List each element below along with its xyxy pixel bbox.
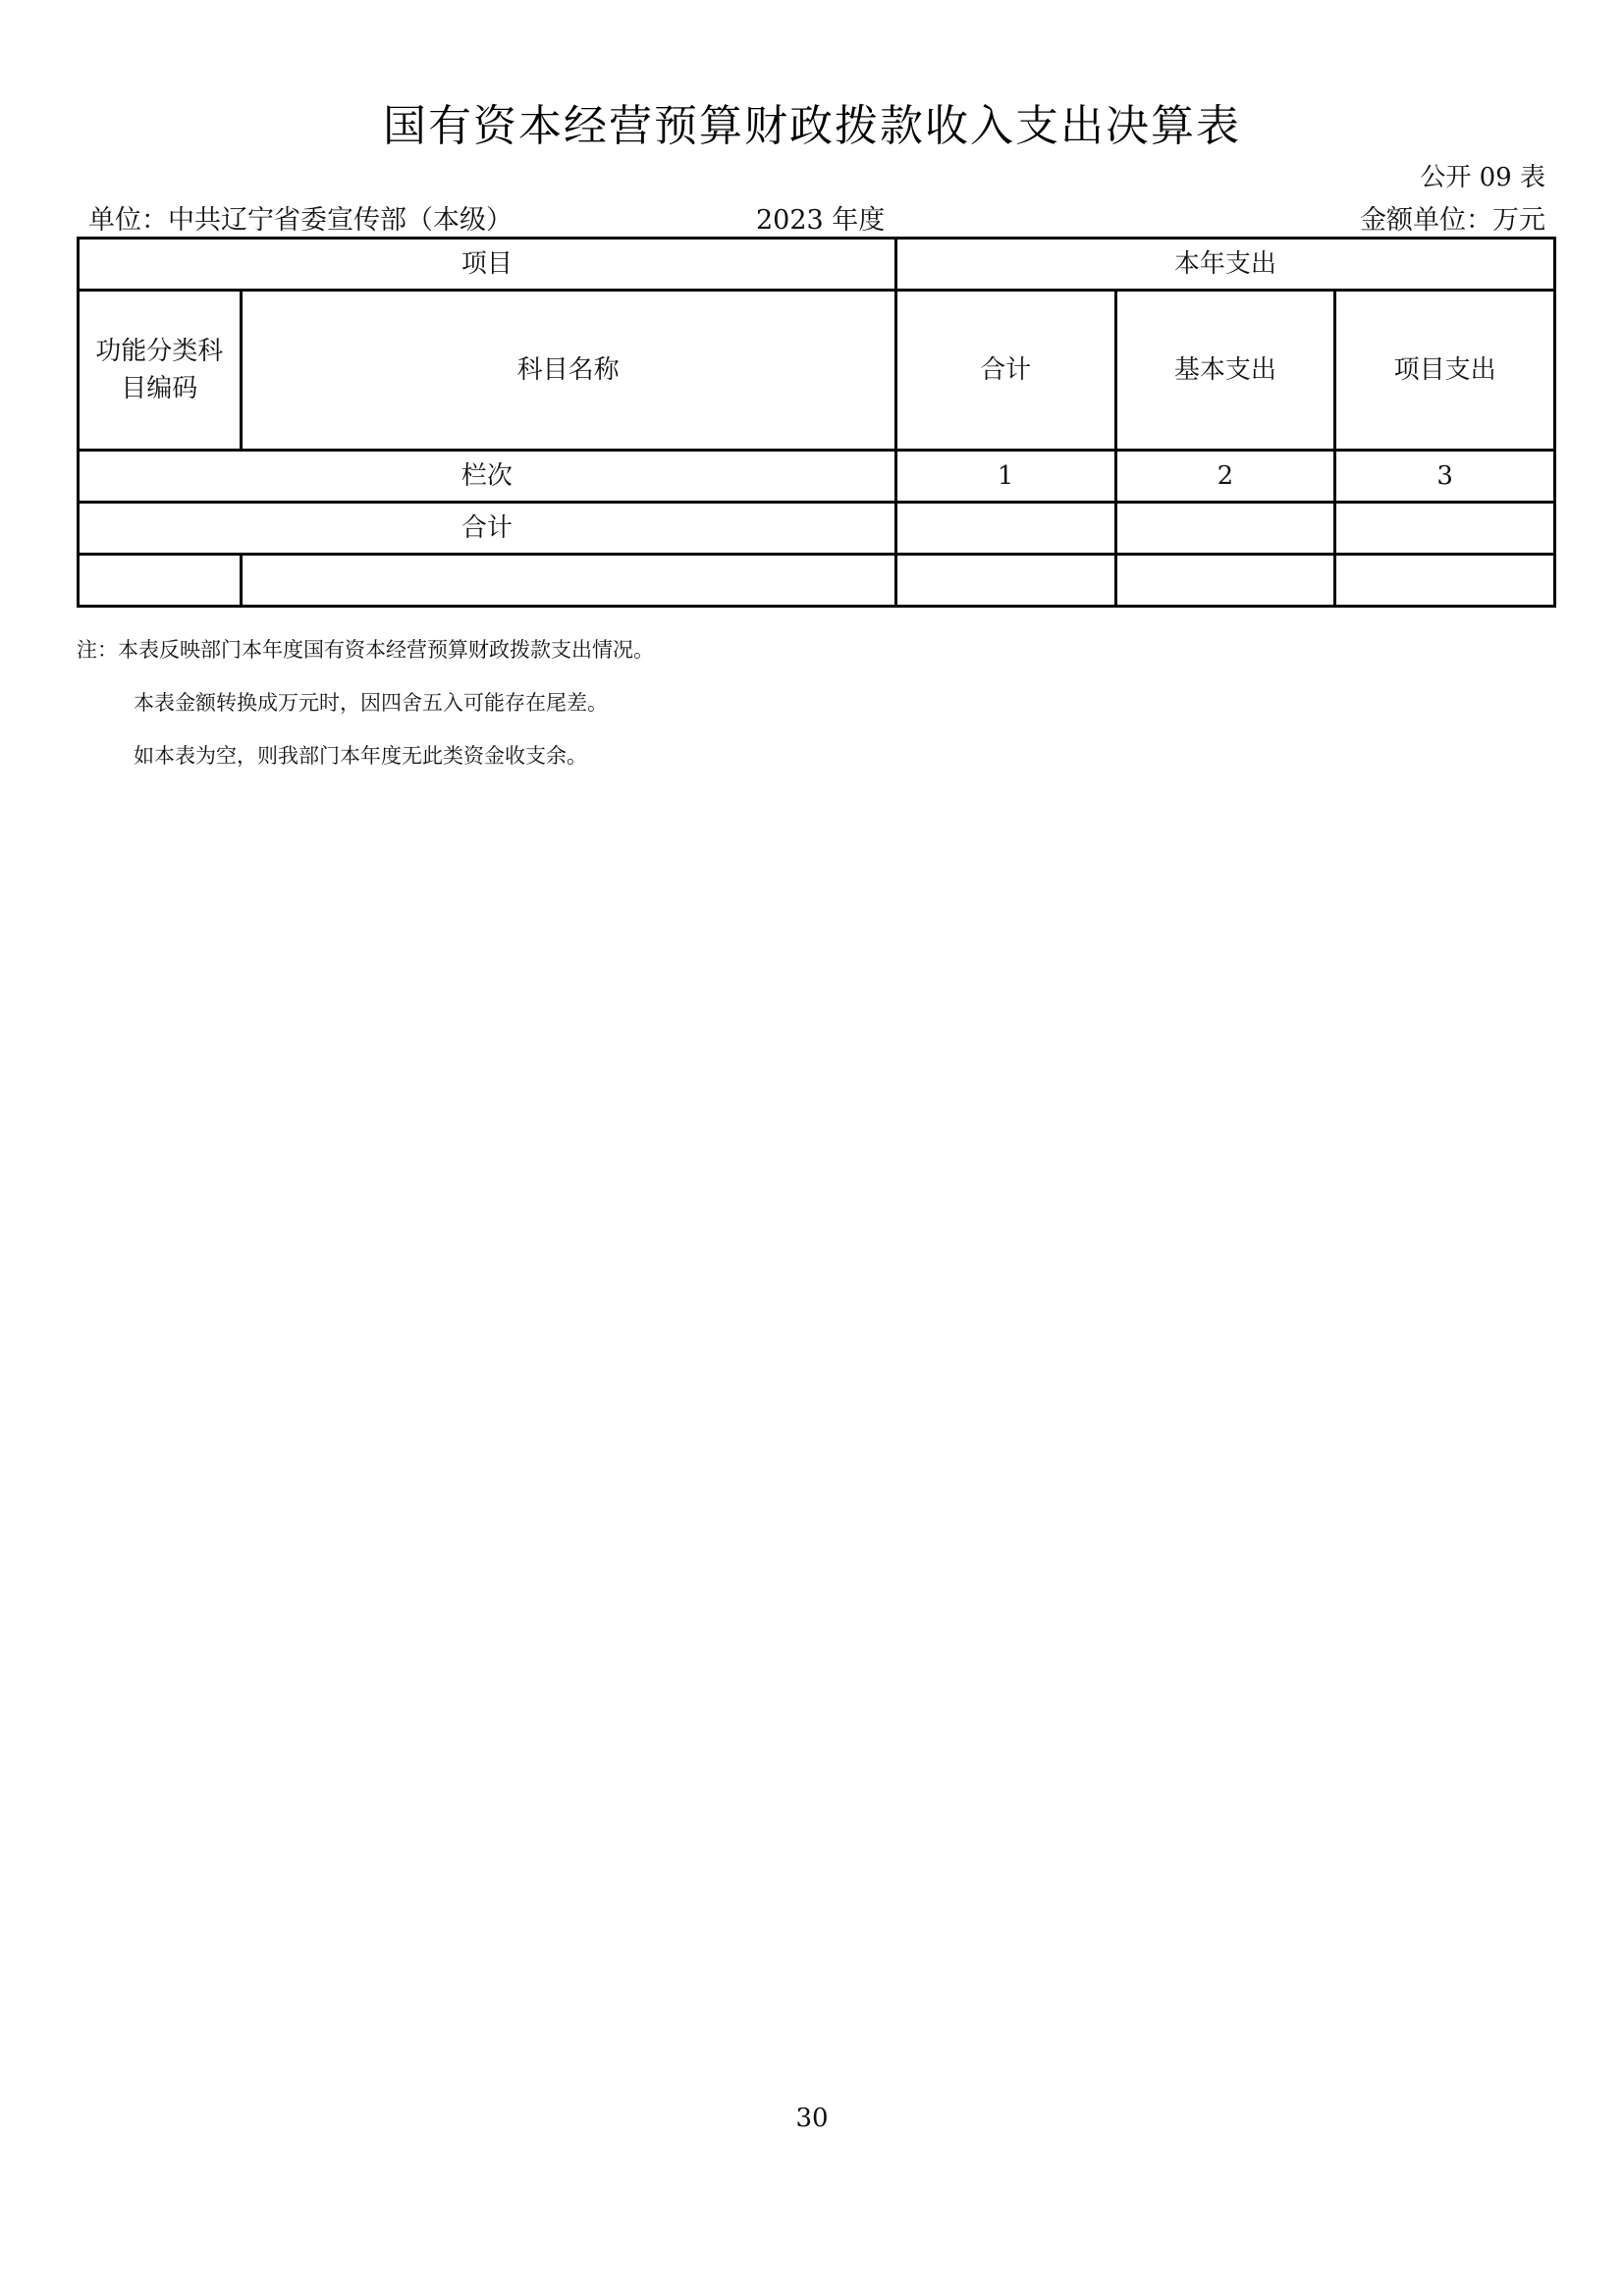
note-line-2: 本表金额转换成万元时，因四舍五入可能存在尾差。 xyxy=(134,691,608,715)
header-subject-name: 科目名称 xyxy=(241,291,895,451)
table-row xyxy=(79,555,1555,607)
table-subheader-row xyxy=(79,291,1555,451)
amount-unit: 金额单位：万元 xyxy=(1360,205,1545,236)
total-value-basic xyxy=(1115,503,1335,555)
column-number-label: 栏次 xyxy=(79,451,896,503)
header-project-expenditure: 项目支出 xyxy=(1335,291,1555,451)
fiscal-year: 2023 年度 xyxy=(756,205,886,236)
header-current-year-expenditure: 本年支出 xyxy=(895,239,1554,291)
table-header-row xyxy=(79,239,1555,291)
note-line-3: 如本表为空，则我部门本年度无此类资金收支余。 xyxy=(134,744,587,768)
cell-subject-name xyxy=(241,555,895,607)
column-number-1: 1 xyxy=(895,451,1115,503)
page-number: 30 xyxy=(795,2104,829,2133)
total-value-sum xyxy=(895,503,1115,555)
total-value-project xyxy=(1335,503,1555,555)
header-basic-expenditure: 基本支出 xyxy=(1115,291,1335,451)
cell-function-code xyxy=(79,555,242,607)
reporting-unit: 单位：中共辽宁省委宣传部（本级） xyxy=(88,205,513,236)
header-function-code: 功能分类科目编码 xyxy=(79,291,242,451)
cell-total xyxy=(895,555,1115,607)
form-number: 公开 09 表 xyxy=(1420,163,1545,192)
budget-table xyxy=(77,237,1556,608)
note-line-1: 注：本表反映部门本年度国有资本经营预算财政拨款支出情况。 xyxy=(77,638,654,662)
meta-row xyxy=(88,198,1545,234)
column-number-row xyxy=(79,451,1555,503)
header-item: 项目 xyxy=(79,239,896,291)
total-row xyxy=(79,503,1555,555)
cell-project-expenditure xyxy=(1335,555,1555,607)
total-label: 合计 xyxy=(79,503,896,555)
cell-basic-expenditure xyxy=(1115,555,1335,607)
column-number-2: 2 xyxy=(1115,451,1335,503)
document-title: 国有资本经营预算财政拨款收入支出决算表 xyxy=(383,101,1241,151)
header-total: 合计 xyxy=(895,291,1115,451)
column-number-3: 3 xyxy=(1335,451,1555,503)
